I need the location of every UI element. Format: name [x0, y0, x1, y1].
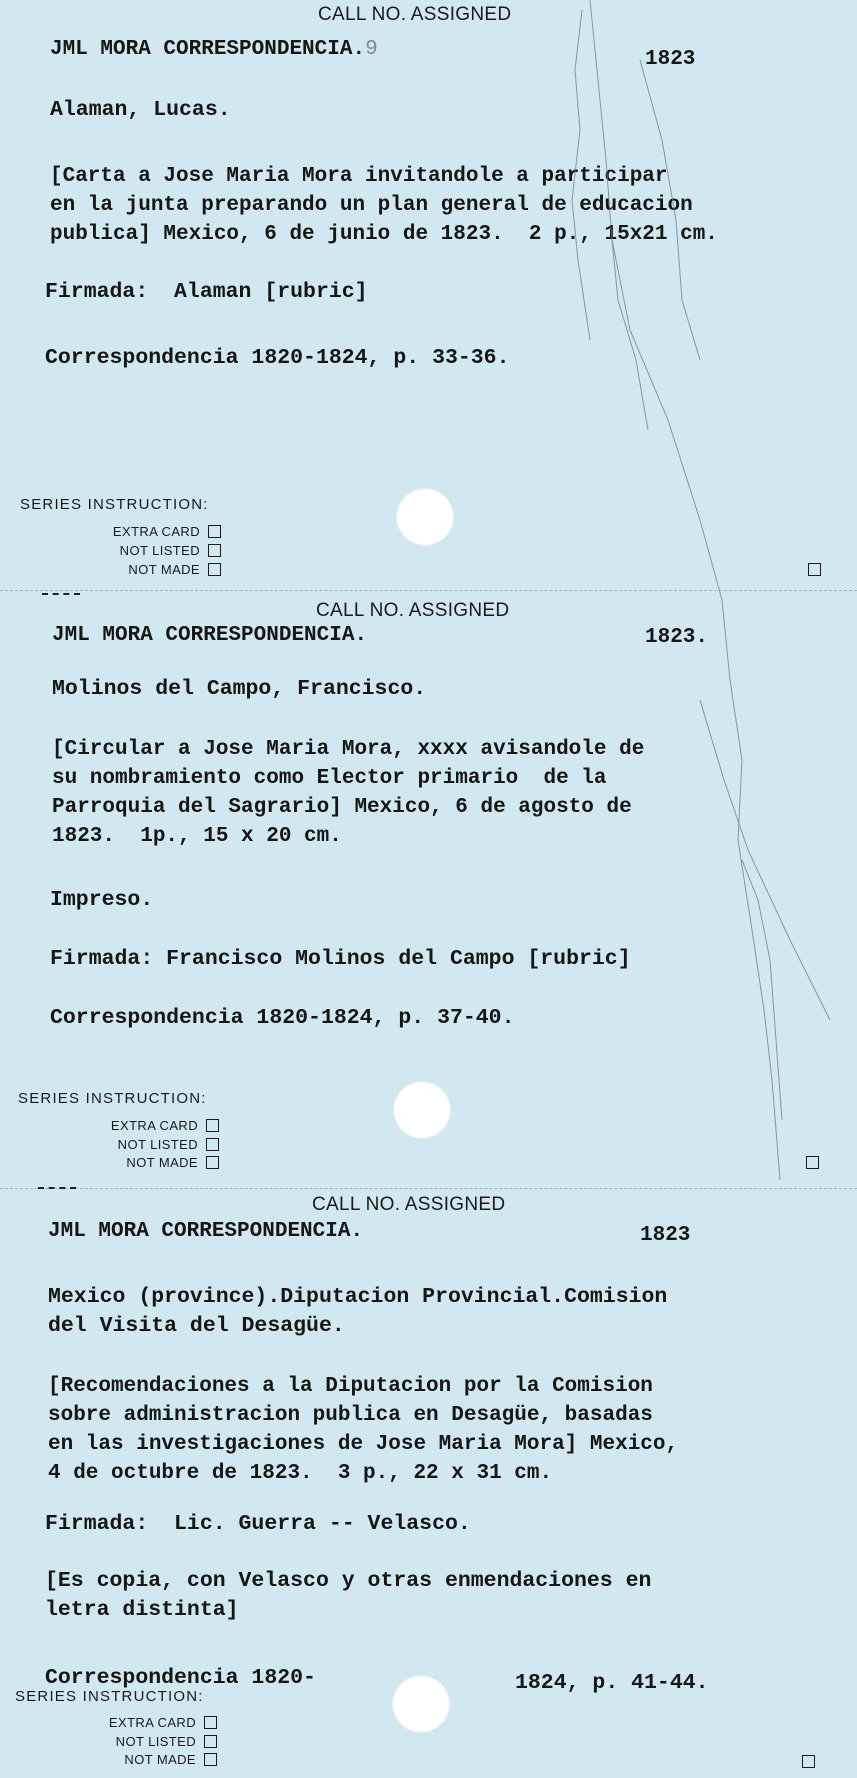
card-citation-start: Correspondencia 1820- — [45, 1666, 316, 1690]
extra-card-checkbox[interactable] — [206, 1119, 219, 1132]
card-signed: Firmada: Alaman [rubric] — [45, 280, 368, 304]
card-citation: Correspondencia 1820-1824, p. 37-40. — [50, 1006, 515, 1030]
card-divider — [0, 1188, 857, 1189]
not-made-checkbox[interactable] — [208, 563, 221, 576]
call-no-assigned-label: CALL NO. ASSIGNED — [312, 1194, 506, 1215]
call-no-assigned-label: CALL NO. ASSIGNED — [318, 4, 512, 25]
option-extra-card[interactable] — [80, 524, 221, 539]
card-heading: Mexico (province).Diputacion Provincial.Comision del Visita del Desagüe. — [48, 1285, 668, 1338]
series-title — [50, 38, 378, 61]
catalog-card-2 — [0, 594, 857, 1188]
series-instruction-title: SERIES INSTRUCTION: — [18, 1090, 207, 1107]
option-label: NOT MADE — [126, 1155, 198, 1170]
option-label: NOT LISTED — [115, 1734, 196, 1749]
card-heading: Alaman, Lucas. — [50, 98, 231, 122]
option-label: NOT LISTED — [117, 1137, 198, 1152]
series-title: JML MORA CORRESPONDENCIA. — [52, 624, 368, 647]
corner-checkbox[interactable] — [806, 1156, 819, 1169]
corner-checkbox[interactable] — [808, 563, 821, 576]
card-divider — [0, 590, 857, 591]
option-extra-card[interactable] — [76, 1715, 217, 1730]
card-description: [Circular a Jose Maria Mora, xxxx avisandole de su nombramiento como Elector primario de la Parroquia del Sagrario] Mexico, 6 de agosto de 1823. 1p., 15 x 20 cm. — [52, 738, 645, 848]
series-title-text: JML MORA CORRESPONDENCIA. — [50, 38, 366, 61]
card-heading: Molinos del Campo, Francisco. — [52, 677, 427, 701]
card-year: 1823. — [645, 626, 709, 649]
pencil-mark: 9 — [365, 38, 378, 61]
option-not-made[interactable] — [80, 562, 221, 577]
option-not-made[interactable] — [76, 1752, 217, 1767]
option-extra-card[interactable] — [78, 1118, 219, 1133]
card-signed: Firmada: Francisco Molinos del Campo [rubric] — [50, 947, 631, 971]
card-note: [Es copia, con Velasco y otras enmendaciones en letra distinta] — [45, 1569, 652, 1622]
call-no-assigned-label: CALL NO. ASSIGNED — [316, 600, 510, 621]
card-citation-end: 1824, p. 41-44. — [515, 1671, 709, 1695]
corner-checkbox[interactable] — [802, 1755, 815, 1768]
card-description: [Recomendaciones a la Diputacion por la Comision sobre administracion publica en Desagüe, basadas en las investigaciones de Jose Maria Mora] Mexico, 4 de octubre de 1823. 3 p., 22 x 31 cm. — [48, 1375, 679, 1485]
option-not-listed[interactable] — [78, 1137, 219, 1152]
series-instruction-title: SERIES INSTRUCTION: — [15, 1688, 204, 1705]
series-title: JML MORA CORRESPONDENCIA. — [48, 1220, 364, 1243]
not-made-checkbox[interactable] — [204, 1753, 217, 1766]
catalog-card-1 — [0, 0, 857, 590]
card-year: 1823 — [640, 1224, 691, 1247]
extra-card-checkbox[interactable] — [208, 525, 221, 538]
card-signed: Firmada: Lic. Guerra -- Velasco. — [45, 1512, 471, 1536]
option-label: NOT LISTED — [119, 543, 200, 558]
option-not-listed[interactable] — [80, 543, 221, 558]
punch-hole — [396, 488, 454, 546]
not-listed-checkbox[interactable] — [208, 544, 221, 557]
option-label: EXTRA CARD — [108, 1715, 196, 1730]
option-label: NOT MADE — [128, 562, 200, 577]
option-label: NOT MADE — [124, 1752, 196, 1767]
option-label: EXTRA CARD — [112, 524, 200, 539]
option-not-listed[interactable] — [76, 1734, 217, 1749]
not-listed-checkbox[interactable] — [206, 1138, 219, 1151]
card-note: Impreso. — [50, 888, 154, 912]
option-label: EXTRA CARD — [110, 1118, 198, 1133]
punch-hole — [392, 1675, 450, 1733]
punch-hole — [393, 1081, 451, 1139]
not-listed-checkbox[interactable] — [204, 1735, 217, 1748]
option-not-made[interactable] — [78, 1155, 219, 1170]
series-instruction-title: SERIES INSTRUCTION: — [20, 496, 209, 513]
extra-card-checkbox[interactable] — [204, 1716, 217, 1729]
card-citation: Correspondencia 1820-1824, p. 33-36. — [45, 346, 510, 370]
divider-dash — [38, 1187, 76, 1189]
catalog-card-3 — [0, 1192, 857, 1778]
card-description: [Carta a Jose Maria Mora invitandole a participar en la junta preparando un plan general de educacion publica] Mexico, 6 de junio de 1823. 2 p., 15x21 cm. — [50, 165, 718, 246]
card-year: 1823 — [645, 48, 696, 71]
not-made-checkbox[interactable] — [206, 1156, 219, 1169]
